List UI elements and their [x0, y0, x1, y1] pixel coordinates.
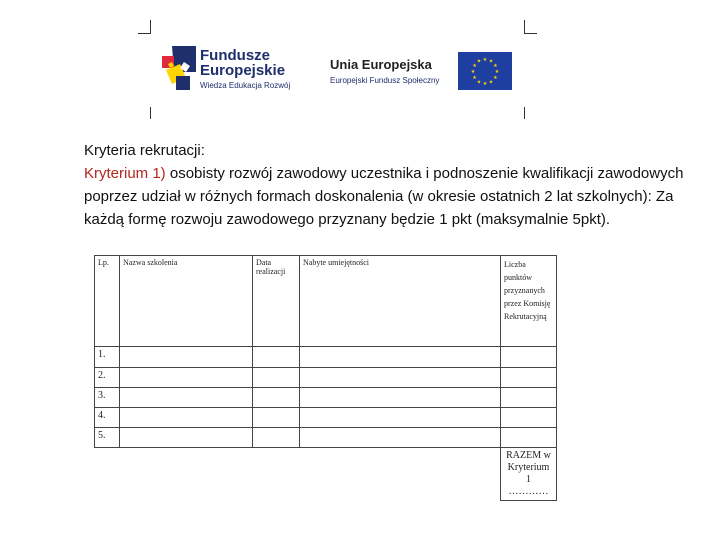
crop-mark-top-left-v	[150, 20, 151, 34]
table-cell[interactable]	[300, 408, 501, 428]
ue-logo-line1: Unia Europejska	[330, 57, 432, 72]
crop-mark-top-right-h	[524, 33, 537, 34]
total-line2: Kryterium	[507, 462, 550, 473]
criterion-label: Kryterium 1)	[84, 165, 166, 182]
criteria-title: Kryteria rekrutacji:	[84, 142, 205, 159]
header-cell-points: Liczba punktów przyznanych przez Komisję Rekrutacyjną	[501, 256, 557, 347]
fe-logo-line2: Europejskie	[200, 62, 286, 79]
table-header-row	[95, 256, 557, 347]
criteria-table	[94, 255, 557, 501]
fe-logo-line1: Fundusze	[200, 47, 270, 64]
total-line3: 1	[526, 474, 531, 485]
table-cell[interactable]	[120, 368, 253, 388]
row-number: 5.	[95, 428, 120, 448]
svg-text:★: ★	[488, 79, 494, 86]
table-cell[interactable]	[501, 368, 557, 388]
crop-mark-top-left-h	[138, 33, 151, 34]
table-cell[interactable]	[501, 388, 557, 408]
table-cell[interactable]	[120, 388, 253, 408]
criteria-text-block	[84, 139, 684, 231]
eu-flag-icon	[458, 52, 512, 90]
ue-logo-line2: Europejski Fundusz Społeczny	[330, 76, 440, 85]
table-cell[interactable]	[300, 347, 501, 368]
svg-text:★: ★	[493, 63, 498, 69]
table-cell[interactable]	[253, 428, 300, 448]
header-cell-training-name: Nazwa szkolenia	[120, 256, 253, 347]
criterion-paragraph	[84, 162, 684, 231]
criterion-description: osobisty rozwój zawodowy uczestnika i podnoszenie kwalifikacji zawodowych poprzez udział w różnych formach doskonalenia (w okresie ostatnich 2 lat szkolnych): Za każdą formę rozwoju zawodowego przyznany będzie 1 pkt (maksymalnie 5pkt).	[84, 165, 684, 228]
row-number: 2.	[95, 368, 120, 388]
table-row	[95, 368, 557, 388]
row-number: 4.	[95, 408, 120, 428]
table-cell[interactable]	[300, 368, 501, 388]
fundusze-europejskie-logo	[160, 42, 300, 98]
svg-text:★: ★	[494, 69, 500, 75]
table-cell[interactable]	[120, 347, 253, 368]
row-number: 1.	[95, 347, 120, 368]
table-cell[interactable]	[253, 388, 300, 408]
svg-text:★: ★	[476, 79, 482, 86]
crop-mark-bottom-right	[524, 107, 525, 119]
svg-text:★: ★	[470, 69, 476, 75]
crop-mark-bottom-left	[150, 107, 151, 119]
table-cell[interactable]	[253, 347, 300, 368]
total-line1: RAZEM w	[506, 450, 551, 461]
svg-text:★: ★	[482, 81, 488, 87]
table-cell[interactable]	[120, 428, 253, 448]
fe-logo-line3: Wiedza Edukacja Rozwój	[200, 81, 291, 90]
table-total-row	[95, 448, 557, 501]
table-cell[interactable]	[501, 428, 557, 448]
total-cell[interactable]	[501, 448, 557, 501]
table-cell[interactable]	[501, 347, 557, 368]
header-cell-skills: Nabyte umiejętności	[300, 256, 501, 347]
table-row	[95, 408, 557, 428]
row-number: 3.	[95, 388, 120, 408]
unia-europejska-logo-text	[330, 57, 439, 85]
svg-text:★: ★	[476, 58, 482, 65]
table-cell[interactable]	[253, 368, 300, 388]
svg-text:★: ★	[493, 75, 498, 81]
table-cell[interactable]	[253, 408, 300, 428]
table-cell[interactable]	[300, 388, 501, 408]
svg-text:★: ★	[482, 57, 488, 63]
fe-star-icon	[160, 42, 200, 98]
table-cell[interactable]	[501, 408, 557, 428]
table-cell[interactable]	[300, 428, 501, 448]
svg-text:★: ★	[472, 75, 477, 81]
table-row	[95, 388, 557, 408]
svg-text:★: ★	[488, 58, 494, 65]
svg-text:★: ★	[472, 63, 477, 69]
crop-mark-top-right-v	[524, 20, 525, 34]
table-row	[95, 428, 557, 448]
header-cell-date: Data realizacji	[253, 256, 300, 347]
total-line4: …………	[508, 486, 549, 497]
table-cell[interactable]	[120, 408, 253, 428]
header-cell-lp: Lp.	[95, 256, 120, 347]
table-row	[95, 347, 557, 368]
